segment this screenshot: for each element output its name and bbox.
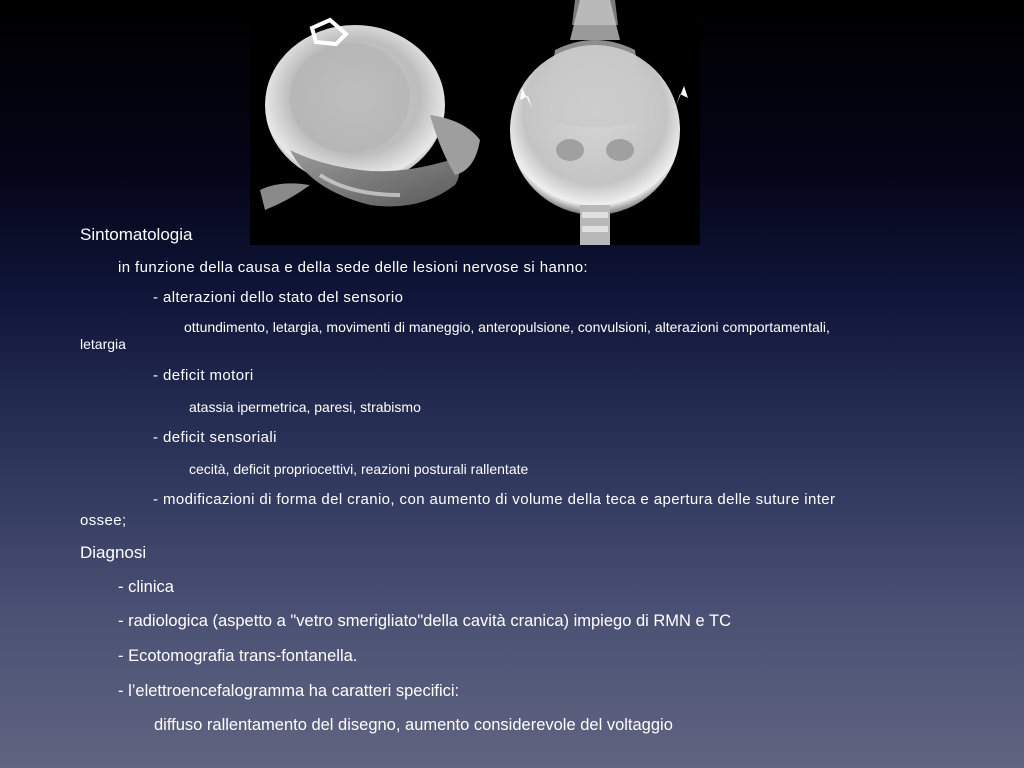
item-sensorio-title: - alterazioni dello stato del sensorio [153, 289, 404, 306]
sintomatologia-intro: in funzione della causa e della sede delle lesioni nervose si hanno: [118, 259, 588, 276]
item-cranio-cont: ossee; [80, 512, 127, 529]
item-sensorio-detail-cont: letargia [80, 336, 126, 352]
diagnosi-heading: Diagnosi [80, 543, 147, 562]
skull-radiographs [250, 0, 700, 245]
diagnosi-item-eeg: - l’elettroencefalogramma ha caratteri specifici: [118, 682, 460, 700]
item-cranio-title: - modificazioni di forma del cranio, con aumento di volume della teca e apertura delle suture inter [153, 491, 836, 508]
diagnosi-item-ecotomografia: - Ecotomografia trans-fontanella. [118, 647, 358, 665]
item-sensoriali-title: - deficit sensoriali [153, 429, 277, 446]
diagnosi-item-radiologica: - radiologica (aspetto a "vetro smerigliato"della cavità cranica) impiego di RMN e TC [118, 612, 731, 630]
diagnosi-eeg-detail: diffuso rallentamento del disegno, aumento considerevole del voltaggio [154, 716, 673, 734]
sintomatologia-heading: Sintomatologia [80, 225, 193, 244]
xray-image [250, 0, 700, 245]
item-motori-title: - deficit motori [153, 367, 254, 384]
item-motori-detail: atassia ipermetrica, paresi, strabismo [189, 399, 421, 415]
item-sensoriali-detail: cecità, deficit propriocettivi, reazioni posturali rallentate [189, 461, 529, 477]
item-sensorio-detail: ottundimento, letargia, movimenti di maneggio, anteropulsione, convulsioni, alterazioni comportamentali, [184, 319, 830, 335]
diagnosi-item-clinica: - clinica [118, 578, 174, 596]
